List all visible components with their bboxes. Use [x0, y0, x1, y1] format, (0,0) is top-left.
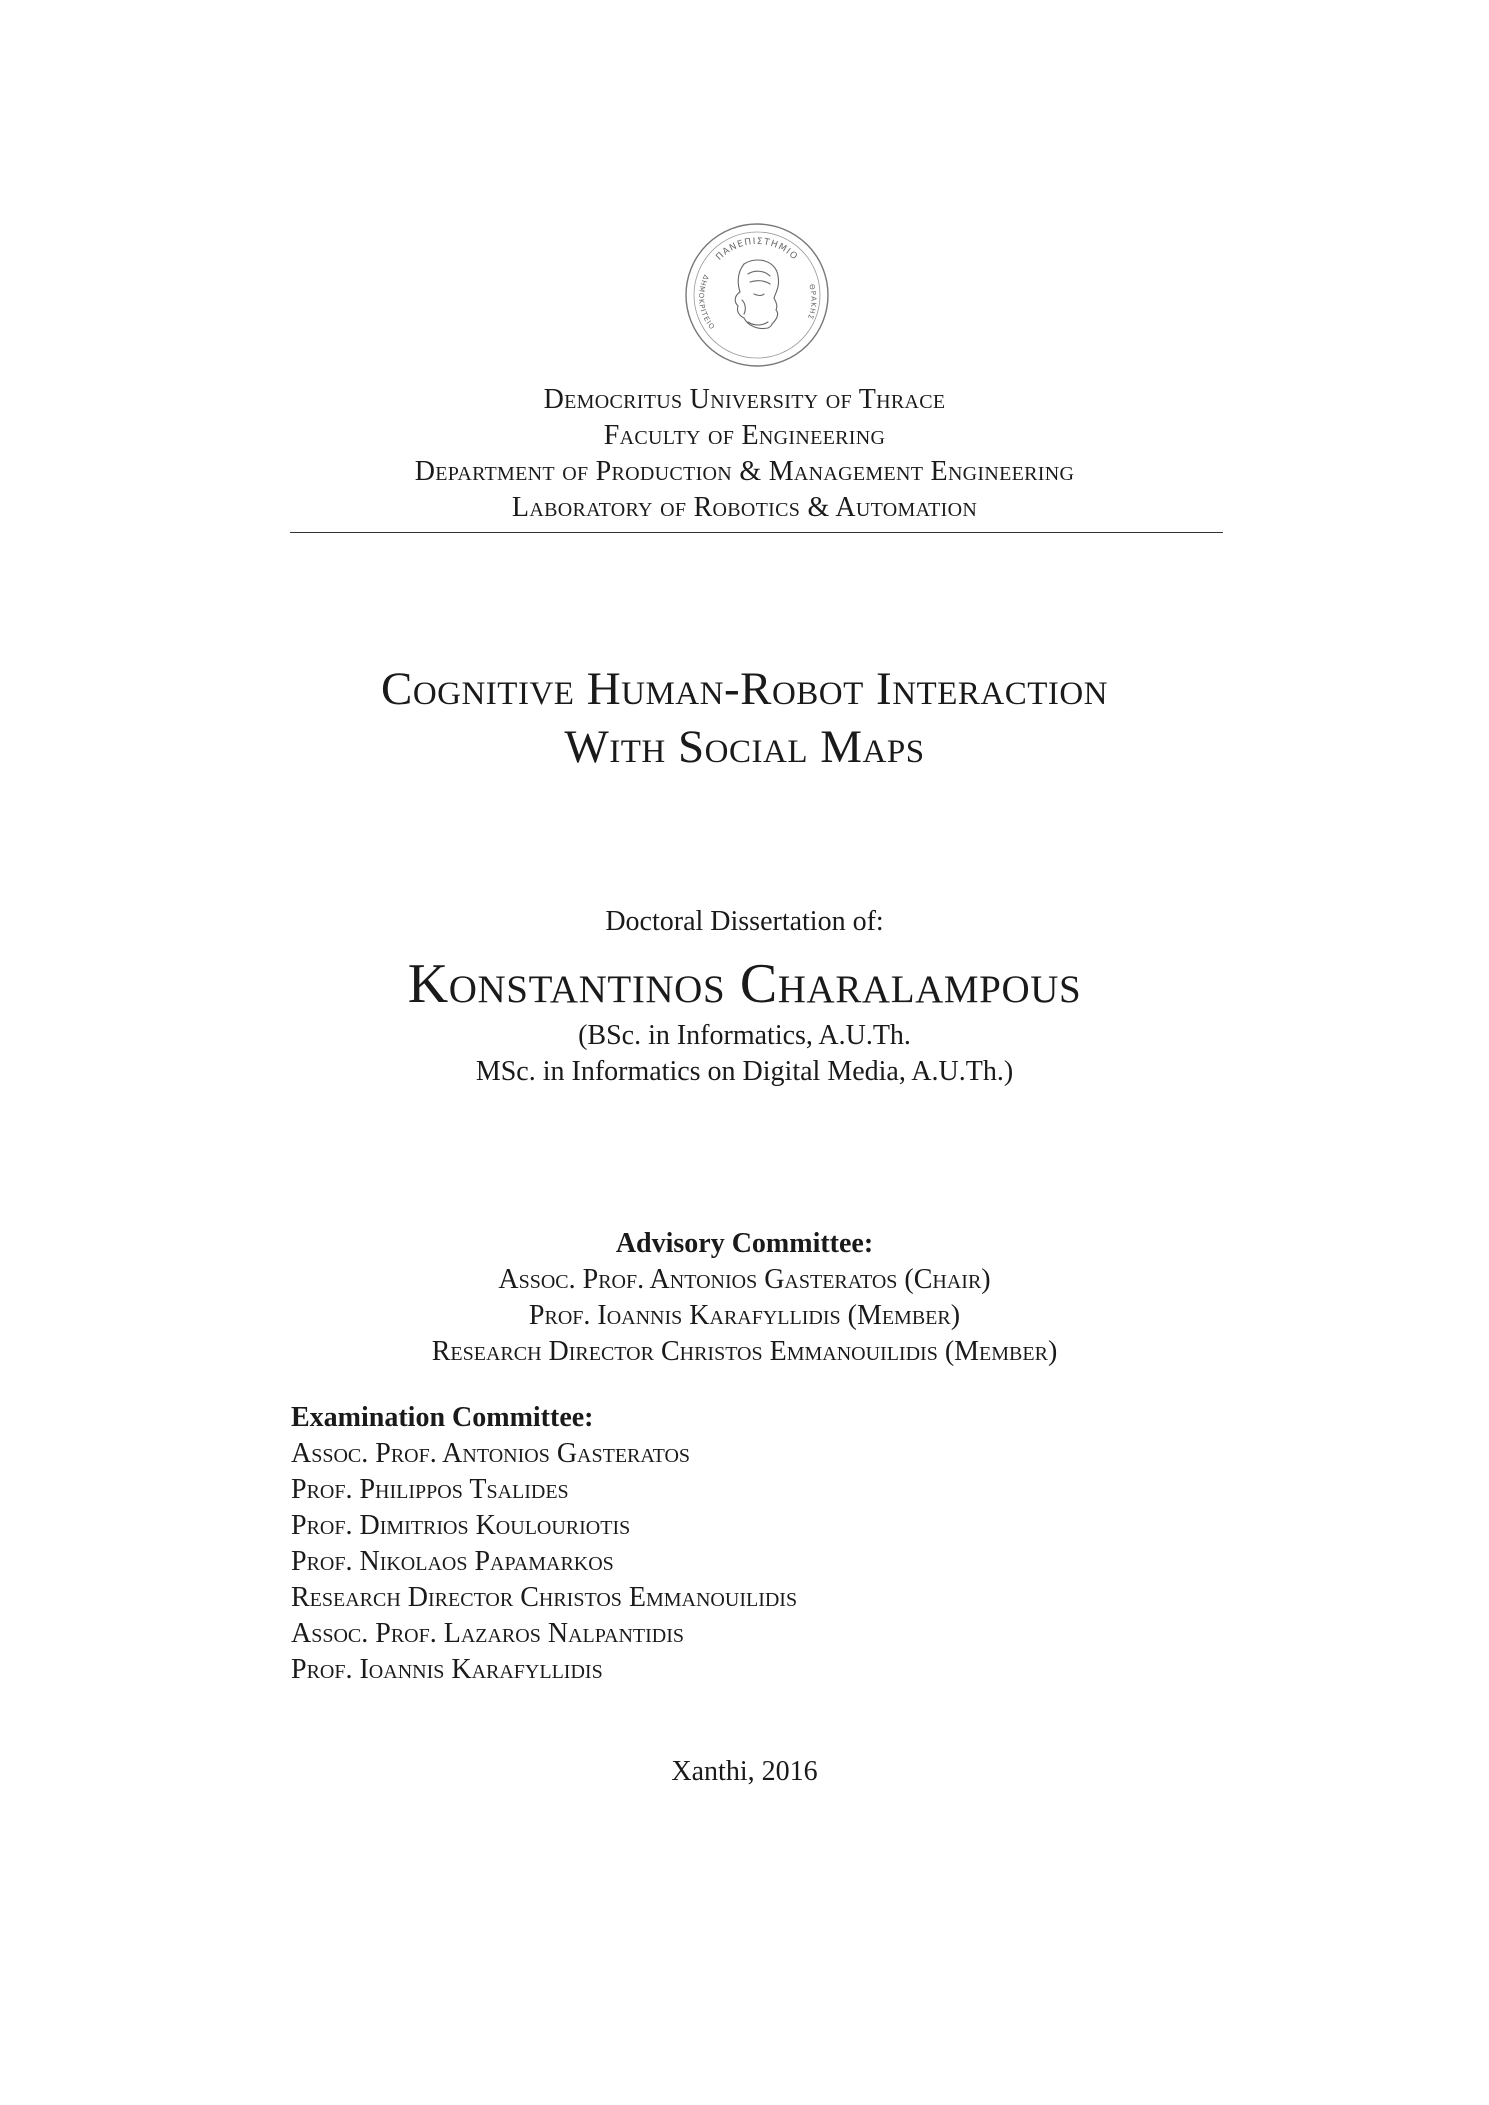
faculty-name: Faculty of Engineering	[603, 420, 886, 451]
laboratory-name: Laboratory of Robotics & Automation	[511, 492, 978, 523]
examination-member: Research Director Christos Emmanouilidis	[291, 1582, 798, 1613]
dissertation-label: Doctoral Dissertation of:	[605, 906, 884, 937]
thesis-title-line-1: Cognitive Human-Robot Interaction	[380, 663, 1109, 715]
seal-inscription-left: ΔΗΜΟΚΡΙΤΕΙΟ	[696, 273, 717, 332]
advisory-member: Research Director Christos Emmanouilidis (Member)	[431, 1336, 1058, 1367]
author-degree-msc: MSc. in Informatics on Digital Media, A.U.Th.)	[475, 1056, 1014, 1087]
svg-text:ΠΑΝΕΠΙΣΤΗΜΙΟ	[714, 237, 799, 263]
examination-member: Prof. Dimitrios Koulouriotis	[291, 1510, 631, 1541]
place-and-year: Xanthi, 2016	[671, 1756, 818, 1787]
seal-inscription-top: ΠΑΝΕΠΙΣΤΗΜΙΟ	[714, 236, 800, 263]
university-seal-logo	[684, 222, 830, 368]
examination-member: Assoc. Prof. Lazaros Nalpantidis	[291, 1618, 684, 1649]
examination-member: Prof. Philippos Tsalides	[291, 1474, 569, 1505]
author-name: Konstantinos Charalampous	[407, 953, 1082, 1015]
examination-member: Prof. Ioannis Karafyllidis	[291, 1654, 603, 1685]
advisory-committee-heading: Advisory Committee:	[615, 1228, 874, 1259]
advisory-member: Prof. Ioannis Karafyllidis (Member)	[528, 1300, 961, 1331]
svg-text:ΔΗΜΟΚΡΙΤΕΙΟ	[697, 274, 717, 332]
author-degree-bsc: (BSc. in Informatics, A.U.Th.	[578, 1020, 911, 1051]
department-name: Department of Production & Management Engineering	[414, 456, 1075, 487]
advisory-member: Assoc. Prof. Antonios Gasteratos (Chair)	[498, 1264, 991, 1295]
header-divider	[290, 532, 1223, 533]
examination-committee-heading: Examination Committee:	[291, 1402, 594, 1433]
university-name: Democritus University of Thrace	[543, 384, 946, 415]
seal-inscription-right: ΘΡΑΚΗΣ	[805, 283, 818, 322]
examination-member: Prof. Nikolaos Papamarkos	[291, 1546, 614, 1577]
examination-member: Assoc. Prof. Antonios Gasteratos	[291, 1438, 691, 1469]
svg-text:ΘΡΑΚΗΣ	[806, 283, 818, 321]
thesis-title-line-2: With Social Maps	[564, 721, 925, 773]
